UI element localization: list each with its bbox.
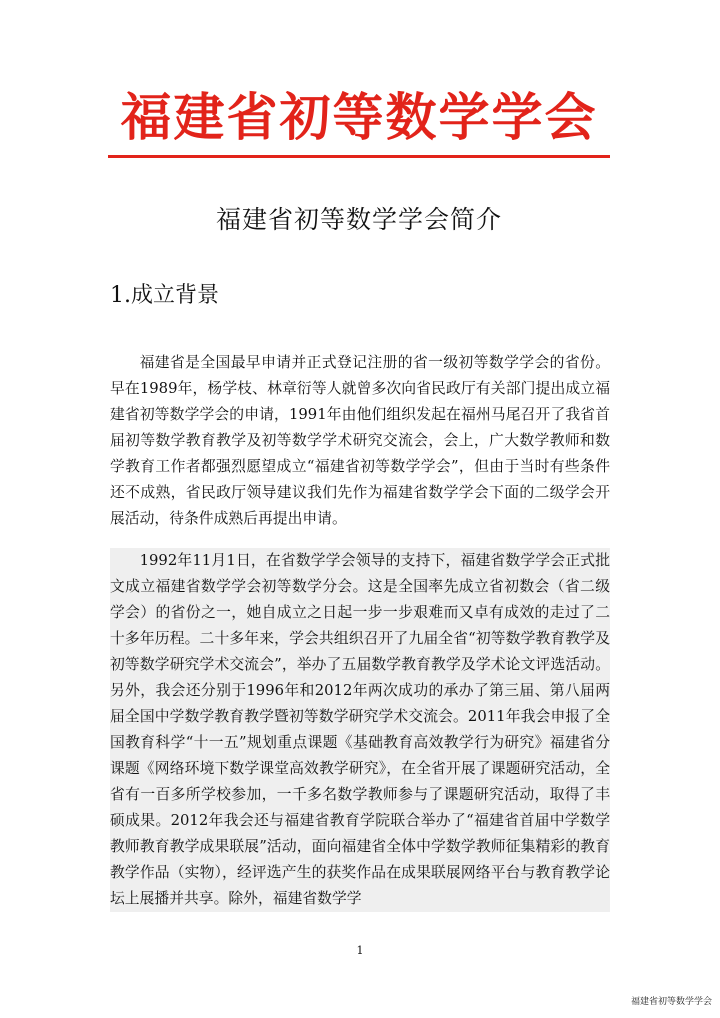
body-paragraph-1: 福建省是全国最早申请并正式登记注册的省一级初等数学学会的省份。早在1989年，杨学枝、林章衍等人就曾多次向省民政厅有关部门提出成立福建省初等数学学会的申请，1991年由他们组织发起在福州马尾召开了我省首届初等数学教育教学及初等数学学术研究交流会，会上，广大数学教师和数学教育工作者都强烈愿望成立“福建省初等数学学会”，但由于当时有些条件还不成熟，省民政厅领导建议我们先作为福建省数学学会下面的二级学会开展活动，待条件成熟后再提出申请。	[110, 354, 610, 527]
footer-watermark-text: 福建省初等数学学会	[630, 997, 712, 1007]
society-letterhead-title: 福建省初等数学学会	[120, 88, 598, 148]
document-title: 福建省初等数学学会简介	[215, 205, 502, 234]
section-heading: 1.成立背景	[110, 283, 219, 308]
page-number: 1	[356, 944, 364, 957]
body-paragraph-2: 1992年11月1日，在省数学学会领导的支持下，福建省数学学会正式批文成立福建省数学学会初等数学分会。这是全国率先成立省初数会（省二级学会）的省份之一，她自成立之日起一步一步艰难而又卓有成效的走过了二十多年历程。二十多年来，学会共组织召开了九届全省“初等数学教育教学及初等数学研究学术交流会”，举办了五届数学教育教学及学术论文评选活动。另外，我会还分别于1996年和2012年两次成功的承办了第三届、第八届两届全国中学数学教育教学暨初等数学研究学术交流会。2011年我会申报了全国教育科学“十一五”规划重点课题《基础教育高效教学行为研究》福建省分课题《网络环境下数学课堂高效教学研究》，在全省开展了课题研究活动，全省有一百多所学校参加，一千多名数学教师参与了课题研究活动，取得了丰硕成果。2012年我会还与福建省教育学院联合举办了“福建省首届中学数学教师教育教学成果联展”活动，面向福建省全体中学数学教师征集精彩的教育教学作品（实物），经评选产生的获奖作品在成果联展网络平台与教育教学论坛上展播并共享。除外，福建省数学学	[110, 548, 610, 912]
letterhead-red-rule	[108, 155, 610, 158]
